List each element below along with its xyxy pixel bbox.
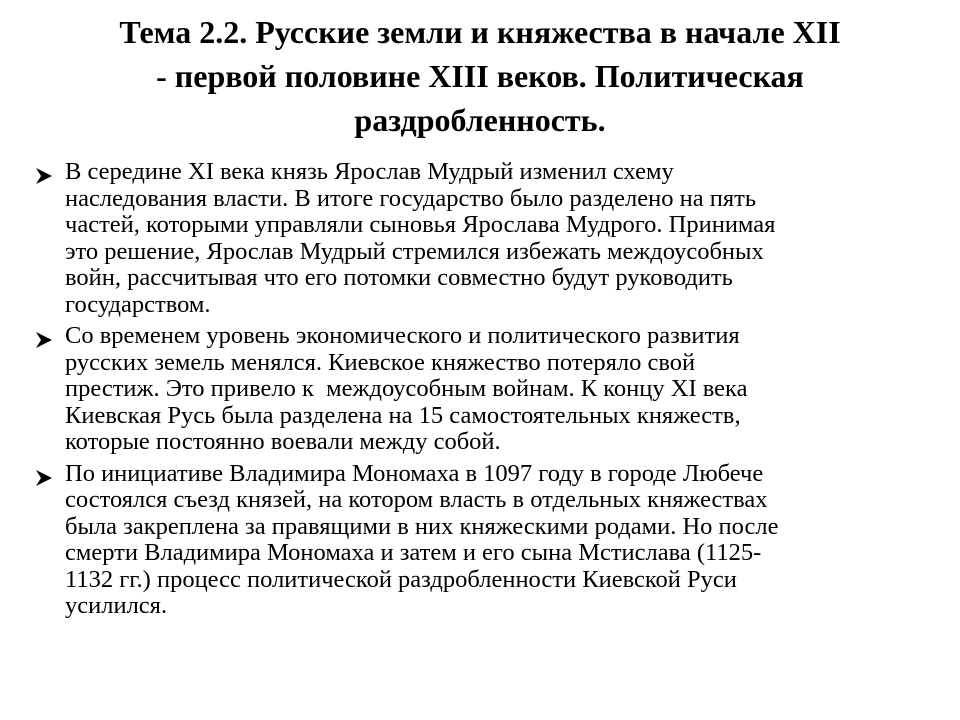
- bullet-text-line: престиж. Это привело к междоусобным войнам. К концу XI века: [65, 375, 748, 402]
- bullet-text-line: это решение, Ярослав Мудрый стремился избежать междоусобных: [65, 237, 764, 265]
- bullet-text-line: русских земель менялся. Киевское княжество потеряло свой: [65, 348, 696, 376]
- title-line: - первой половине XIII веков. Политическая: [156, 58, 804, 94]
- bullet-text-line: 1132 гг.) процесс политической раздробленности Киевской Руси: [65, 565, 737, 593]
- bullet-text-line: войн, рассчитывая что его потомки совместно будут руководить: [65, 264, 733, 291]
- title-line: раздробленность.: [354, 102, 606, 138]
- bullet-text-line: государством.: [65, 290, 211, 318]
- title-line: Тема 2.2. Русские земли и княжества в начале XII: [119, 14, 841, 50]
- bullet-text-line: Киевская Русь была разделена на 15 самостоятельных княжеств,: [65, 401, 741, 429]
- slide-title: [40, 10, 920, 142]
- bullet-text-line: В середине XI века князь Ярослав Мудрый изменил схему: [65, 158, 674, 185]
- bullet-text-line: которые постоянно воевали между собой.: [65, 428, 501, 455]
- bullet-item: [34, 461, 924, 620]
- arrowhead-bullet-icon: [34, 468, 54, 488]
- arrowhead-bullet-icon: [34, 330, 54, 350]
- bullet-text-line: усилился.: [65, 592, 168, 619]
- bullet-item: [34, 159, 924, 318]
- bullet-list: [34, 159, 924, 625]
- bullet-text-line: частей, которыми управляли сыновья Ярослава Мудрого. Принимая: [65, 211, 776, 238]
- bullet-text-line: состоялся съезд князей, на котором власть в отдельных княжествах: [65, 486, 768, 513]
- bullet-text-line: была закреплена за правящими в них княжескими родами. Но после: [65, 512, 779, 540]
- arrowhead-bullet-icon: [34, 166, 54, 186]
- bullet-text-line: наследования власти. В итоге государство было разделено на пять: [65, 184, 757, 212]
- bullet-text-line: Со временем уровень экономического и политического развития: [65, 322, 740, 349]
- bullet-item: [34, 323, 924, 456]
- bullet-text-line: По инициативе Владимира Мономаха в 1097 году в городе Любече: [65, 459, 764, 487]
- bullet-text-line: смерти Владимира Мономаха и затем и его сына Мстислава (1125-: [65, 539, 762, 566]
